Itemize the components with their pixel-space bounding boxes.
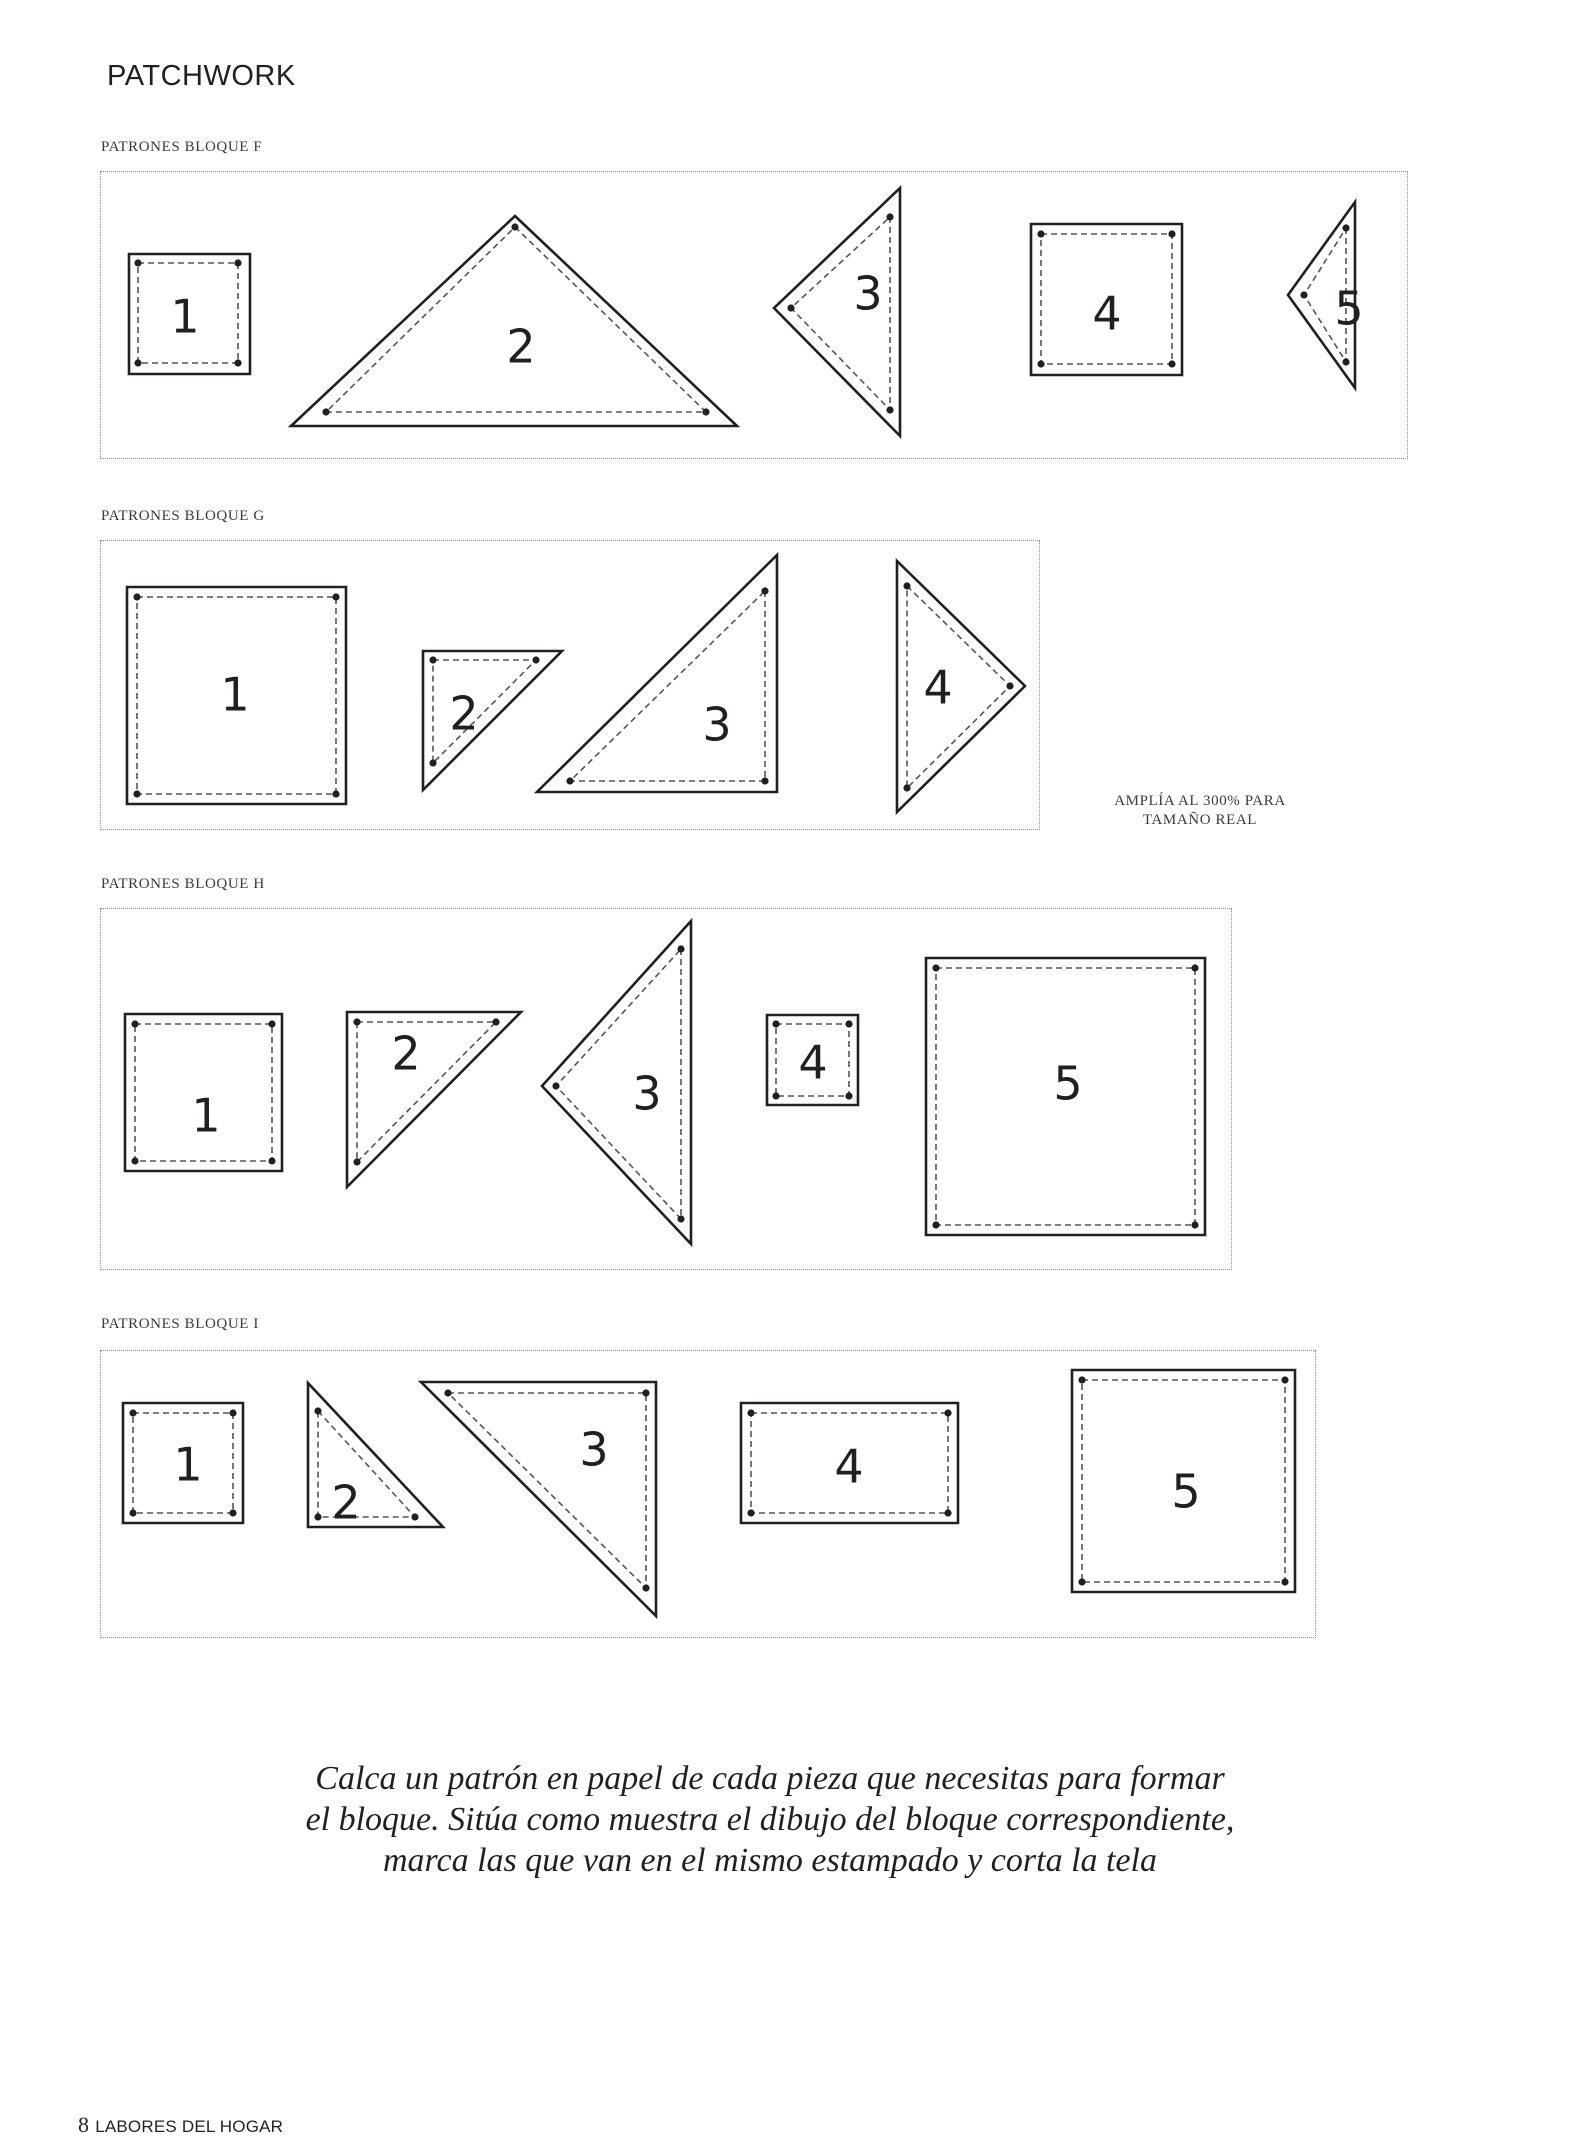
corner-dot — [747, 1409, 754, 1416]
corner-dot — [702, 408, 709, 415]
corner-dot — [133, 790, 140, 797]
piece-outline — [542, 921, 691, 1244]
corner-dot — [129, 1509, 136, 1516]
corner-dot — [353, 1158, 360, 1165]
block-i-label: PATRONES BLOQUE I — [101, 1316, 259, 1332]
block-i-piece-4 — [741, 1403, 958, 1523]
corner-dot — [1168, 360, 1175, 367]
block-i-piece-2 — [308, 1383, 443, 1530]
corner-dot — [1006, 682, 1013, 689]
corner-dot — [129, 1409, 136, 1416]
corner-dot — [944, 1409, 951, 1416]
block-i-patterns — [101, 1351, 1317, 1639]
corner-dot — [677, 945, 684, 952]
block-g-piece-1 — [127, 587, 346, 804]
corner-dot — [131, 1020, 138, 1027]
corner-dot — [886, 213, 893, 220]
corner-dot — [133, 593, 140, 600]
corner-dot — [932, 1221, 939, 1228]
corner-dot — [903, 582, 910, 589]
corner-dot — [353, 1018, 360, 1025]
piece-number: 2 — [506, 319, 536, 374]
block-g-frame — [100, 540, 1040, 830]
piece-number: 2 — [449, 686, 479, 741]
block-i-piece-1 — [123, 1403, 243, 1523]
corner-dot — [229, 1409, 236, 1416]
corner-dot — [772, 1092, 779, 1099]
corner-dot — [1191, 1221, 1198, 1228]
corner-dot — [444, 1389, 451, 1396]
piece-number: 5 — [1334, 281, 1364, 336]
block-h-piece-1 — [125, 1014, 282, 1171]
corner-dot — [787, 304, 794, 311]
block-i-piece-3 — [421, 1382, 656, 1616]
enlarge-note-line-1: AMPLÍA AL 300% PARA — [1114, 793, 1286, 809]
block-h-piece-5 — [926, 958, 1205, 1235]
block-g-piece-2 — [423, 651, 562, 790]
block-g-label: PATRONES BLOQUE G — [101, 508, 265, 524]
piece-number: 3 — [853, 266, 883, 321]
corner-dot — [886, 406, 893, 413]
corner-dot — [314, 1407, 321, 1414]
corner-dot — [761, 587, 768, 594]
piece-number: 3 — [702, 697, 732, 752]
piece-number: 1 — [220, 667, 250, 722]
block-g-piece-3 — [537, 555, 777, 792]
corner-dot — [761, 777, 768, 784]
corner-dot — [1342, 224, 1349, 231]
corner-dot — [1168, 230, 1175, 237]
block-f-label: PATRONES BLOQUE F — [101, 139, 263, 155]
instructions-text — [220, 1758, 1320, 1881]
corner-dot — [845, 1092, 852, 1099]
piece-number: 4 — [834, 1439, 864, 1494]
corner-dot — [1281, 1578, 1288, 1585]
magazine-name: LABORES DEL HOGAR — [95, 2117, 284, 2136]
corner-dot — [511, 223, 518, 230]
page-title: PATCHWORK — [107, 60, 296, 92]
corner-dot — [642, 1584, 649, 1591]
corner-dot — [1078, 1578, 1085, 1585]
block-h-frame — [100, 908, 1232, 1270]
piece-outline — [308, 1383, 443, 1527]
corner-dot — [411, 1513, 418, 1520]
corner-dot — [332, 593, 339, 600]
block-i-frame — [100, 1350, 1316, 1638]
corner-dot — [1037, 230, 1044, 237]
corner-dot — [134, 259, 141, 266]
piece-number: 5 — [1171, 1464, 1201, 1519]
corner-dot — [944, 1509, 951, 1516]
corner-dot — [1300, 291, 1307, 298]
corner-dot — [1281, 1376, 1288, 1383]
piece-number: 4 — [798, 1035, 828, 1090]
corner-dot — [234, 259, 241, 266]
piece-number: 5 — [1053, 1056, 1083, 1111]
corner-dot — [229, 1509, 236, 1516]
corner-dot — [322, 408, 329, 415]
piece-number: 3 — [632, 1066, 662, 1121]
piece-number: 4 — [1092, 286, 1122, 341]
piece-number: 3 — [579, 1422, 609, 1477]
block-f-piece-3 — [774, 188, 900, 436]
corner-dot — [1078, 1376, 1085, 1383]
block-h-piece-3 — [542, 921, 691, 1244]
corner-dot — [932, 964, 939, 971]
corner-dot — [566, 777, 573, 784]
corner-dot — [314, 1513, 321, 1520]
corner-dot — [1342, 358, 1349, 365]
instructions-line-2: el bloque. Sitúa como muestra el dibujo del bloque correspondiente, — [305, 1801, 1235, 1838]
piece-number: 1 — [173, 1437, 203, 1492]
corner-dot — [492, 1018, 499, 1025]
corner-dot — [845, 1020, 852, 1027]
corner-dot — [131, 1157, 138, 1164]
corner-dot — [677, 1215, 684, 1222]
instructions-line-1: Calca un patrón en papel de cada pieza que necesitas para formar — [315, 1760, 1225, 1797]
enlarge-note — [1100, 792, 1300, 830]
corner-dot — [1191, 964, 1198, 971]
corner-dot — [429, 656, 436, 663]
corner-dot — [134, 359, 141, 366]
corner-dot — [1037, 360, 1044, 367]
block-f-piece-4 — [1031, 224, 1182, 375]
piece-number: 2 — [391, 1026, 421, 1081]
piece-outline — [347, 1012, 521, 1187]
piece-outline — [537, 555, 777, 792]
block-g-patterns — [101, 541, 1041, 831]
enlarge-note-line-2: TAMAÑO REAL — [1142, 812, 1258, 828]
piece-outline — [423, 651, 562, 790]
piece-number: 2 — [331, 1475, 361, 1530]
block-f-piece-5 — [1288, 202, 1364, 388]
block-i-piece-5 — [1072, 1370, 1295, 1592]
corner-dot — [747, 1509, 754, 1516]
piece-number: 1 — [170, 289, 200, 344]
instructions-line-3: marca las que van en el mismo estampado y corta la tela — [383, 1842, 1157, 1879]
block-h-piece-4 — [767, 1015, 858, 1105]
corner-dot — [772, 1020, 779, 1027]
block-h-piece-2 — [347, 1012, 521, 1187]
block-f-piece-2 — [291, 216, 737, 426]
block-f-frame — [100, 171, 1408, 459]
corner-dot — [552, 1082, 559, 1089]
block-h-label: PATRONES BLOQUE H — [101, 876, 265, 892]
corner-dot — [268, 1157, 275, 1164]
corner-dot — [234, 359, 241, 366]
corner-dot — [268, 1020, 275, 1027]
page-number: 8 — [78, 2112, 90, 2137]
piece-number: 1 — [191, 1088, 221, 1143]
corner-dot — [332, 790, 339, 797]
corner-dot — [642, 1389, 649, 1396]
piece-outline — [897, 561, 1025, 812]
piece-outline — [421, 1382, 656, 1616]
piece-number: 4 — [923, 660, 953, 715]
corner-dot — [429, 759, 436, 766]
block-f-piece-1 — [129, 254, 250, 374]
block-f-patterns — [101, 172, 1409, 460]
page-footer — [78, 2112, 283, 2138]
corner-dot — [532, 656, 539, 663]
corner-dot — [903, 784, 910, 791]
block-g-piece-4 — [897, 561, 1025, 812]
block-h-patterns — [101, 909, 1233, 1271]
